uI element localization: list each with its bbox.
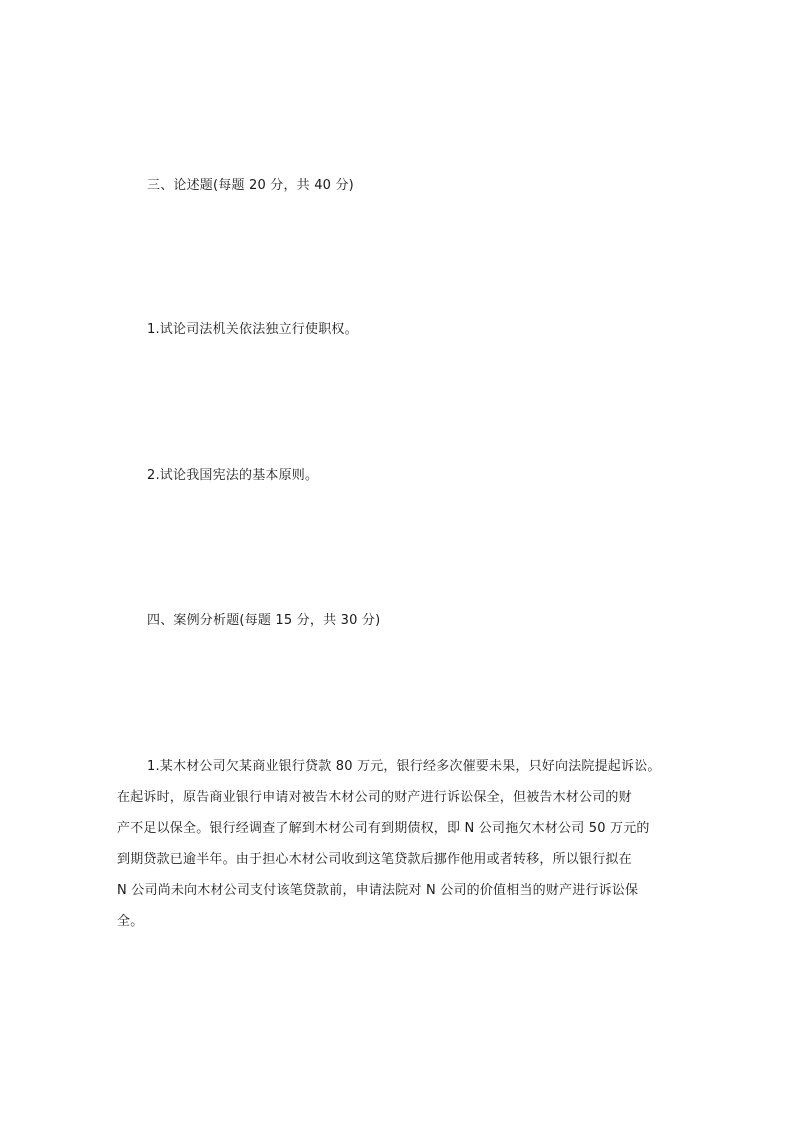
section-4-heading: 四、案例分析题(每题 15 分，共 30 分) (147, 613, 381, 628)
case-1-line: 到期贷款已逾半年。由于担心木材公司收到这笔贷款后挪作他用或者转移，所以银行拟在 (117, 852, 632, 867)
case-1-line: N 公司尚未向木材公司支付该笔贷款前，申请法院对 N 公司的价值相当的财产进行诉讼保 (117, 883, 639, 898)
case-1-line: 全。 (117, 914, 144, 929)
case-1-line: 产不足以保全。银行经调查了解到木材公司有到期债权，即 N 公司拖欠木材公司 50 万元的 (117, 821, 650, 836)
case-1-line: 1.某木材公司欠某商业银行贷款 80 万元，银行经多次催要未果，只好向法院提起诉讼。 (147, 759, 661, 774)
essay-question-1: 1.试论司法机关依法独立行使职权。 (147, 322, 358, 337)
section-3-heading: 三、论述题(每题 20 分，共 40 分) (147, 178, 354, 193)
essay-question-2: 2.试论我国宪法的基本原则。 (147, 468, 319, 483)
case-analysis-question-1 (117, 759, 697, 945)
case-1-line: 在起诉时，原告商业银行申请对被告木材公司的财产进行诉讼保全，但被告木材公司的财 (117, 790, 632, 805)
